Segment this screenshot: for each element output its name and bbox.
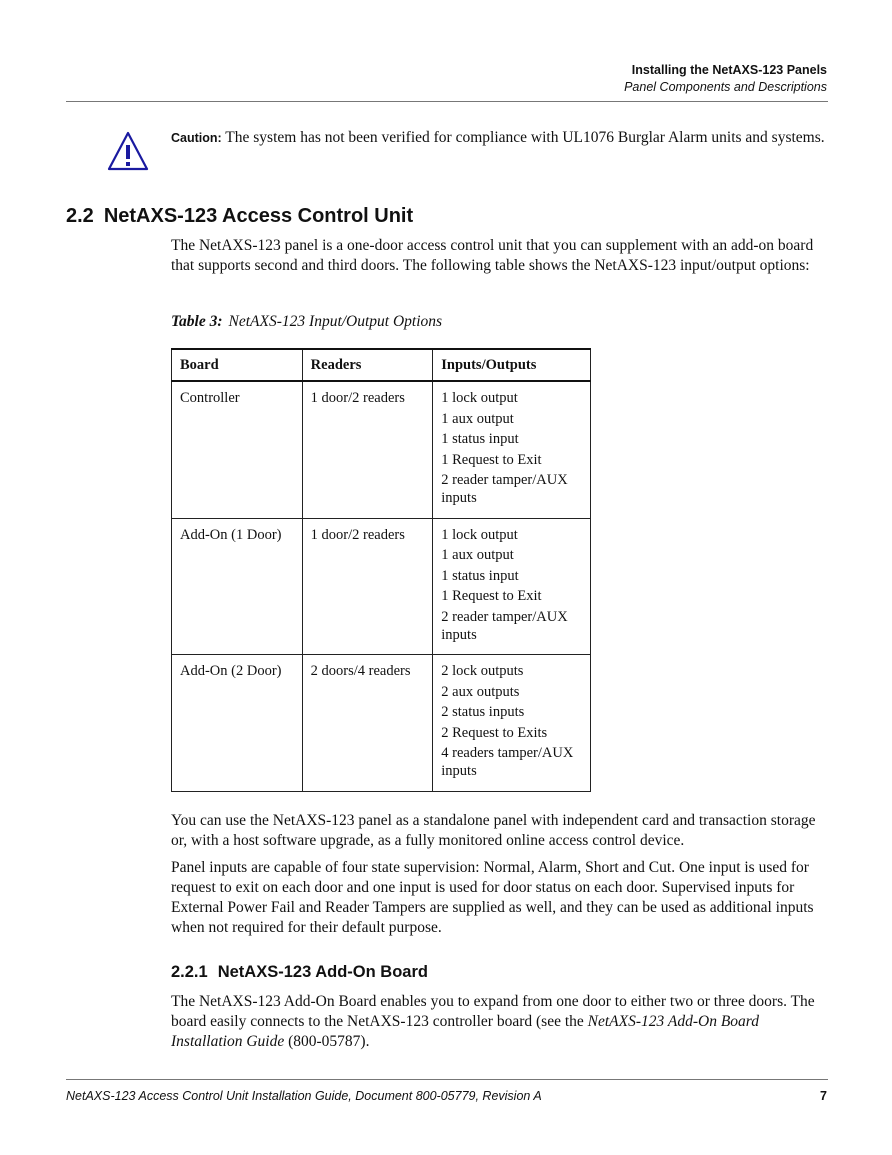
io-item: 2 reader tamper/AUX inputs [441, 472, 568, 506]
warning-triangle-icon [107, 130, 149, 172]
cell-board [172, 518, 303, 655]
subsection-title: NetAXS-123 Add-On Board [217, 963, 428, 981]
header-subtitle: Panel Components and Descriptions [624, 80, 827, 94]
column-header-board: Board [172, 349, 303, 381]
cell-io [433, 518, 591, 655]
board-name: Add-On (1 Door) [180, 526, 282, 543]
table-row [172, 655, 591, 792]
caution-text: The system has not been verified for compliance with UL1076 Burglar Alarm units and systems. [225, 129, 825, 146]
subsection-number: 2.2.1 [171, 963, 208, 981]
table-row [172, 381, 591, 518]
io-item: 1 lock output [441, 390, 518, 406]
subsection-paragraph [171, 992, 831, 1052]
section-intro: The NetAXS-123 panel is a one-door access control unit that you can supplement with an add-on board that supports second and third doors. The following table shows the NetAXS-123 input/output options: [171, 237, 814, 274]
table-header-row [172, 349, 591, 381]
io-item: 2 lock outputs [441, 663, 524, 679]
paragraph-standalone: You can use the NetAXS-123 panel as a standalone panel with independent card and transaction storage or, with a host software upgrade, as a fully monitored online access control device. [171, 812, 816, 849]
io-item: 2 aux outputs [441, 683, 520, 700]
io-options-table [171, 348, 591, 792]
io-item: 1 lock output [441, 526, 518, 543]
io-item: 1 status input [441, 567, 519, 584]
io-item: 2 Request to Exits [441, 724, 548, 741]
cell-readers [302, 655, 433, 792]
subsection-text-before: The NetAXS-123 Add-On Board enables you to expand from one door to either two or three doors. The board easily connects to the NetAXS-123 controller board (see the [171, 993, 815, 1030]
board-name: Add-On (2 Door) [180, 663, 282, 679]
io-item: 1 Request to Exit [441, 588, 542, 604]
header-rule [66, 101, 828, 102]
cell-io [433, 655, 591, 792]
running-footer [66, 1087, 827, 1105]
readers-value: 1 door/2 readers [310, 390, 405, 406]
cell-readers [302, 518, 433, 655]
section-number: 2.2 [66, 205, 94, 227]
io-item: 2 status inputs [441, 704, 525, 720]
footer-rule [66, 1079, 828, 1080]
table-row [172, 518, 591, 655]
caution-note [171, 128, 831, 148]
subsection-text-after: (800-05787). [284, 1033, 370, 1050]
io-item: 2 reader tamper/AUX inputs [441, 608, 568, 643]
column-header-io: Inputs/Outputs [433, 349, 591, 381]
section-heading [66, 203, 413, 229]
io-item: 1 aux output [441, 547, 514, 563]
subsection-heading [171, 961, 428, 983]
cell-board [172, 655, 303, 792]
running-header [624, 62, 827, 96]
cell-board [172, 381, 303, 518]
page-number: 7 [820, 1089, 827, 1103]
header-title: Installing the NetAXS-123 Panels [631, 63, 827, 77]
table-caption-label: Table 3: [171, 313, 223, 330]
io-item: 4 readers tamper/AUX inputs [441, 745, 574, 779]
paragraph-inputs: Panel inputs are capable of four state supervision: Normal, Alarm, Short and Cut. One input is used for request to exit on each door and one input is used for door status on each door. Supervised inputs for External Power Fail and Reader Tampers are supplied as well, and they can be used as additional inputs when not required for their default purpose. [171, 859, 814, 936]
cell-readers [302, 381, 433, 518]
table-caption [171, 312, 442, 332]
io-item: 1 status input [441, 431, 519, 447]
column-header-readers: Readers [302, 349, 433, 381]
io-item: 1 aux output [441, 410, 514, 427]
readers-value: 2 doors/4 readers [310, 663, 411, 679]
caution-label: Caution: [171, 131, 222, 145]
io-item: 1 Request to Exit [441, 451, 542, 468]
table-caption-text: NetAXS-123 Input/Output Options [228, 313, 443, 330]
guide-title-reference: NetAXS-123 Add-On Board Installation Guide [171, 1013, 759, 1050]
footer-text: NetAXS-123 Access Control Unit Installation Guide, Document 800-05779, Revision A [66, 1089, 542, 1103]
readers-value: 1 door/2 readers [310, 526, 405, 543]
board-name: Controller [180, 390, 240, 406]
section-title: NetAXS-123 Access Control Unit [103, 205, 414, 227]
cell-io [433, 381, 591, 518]
